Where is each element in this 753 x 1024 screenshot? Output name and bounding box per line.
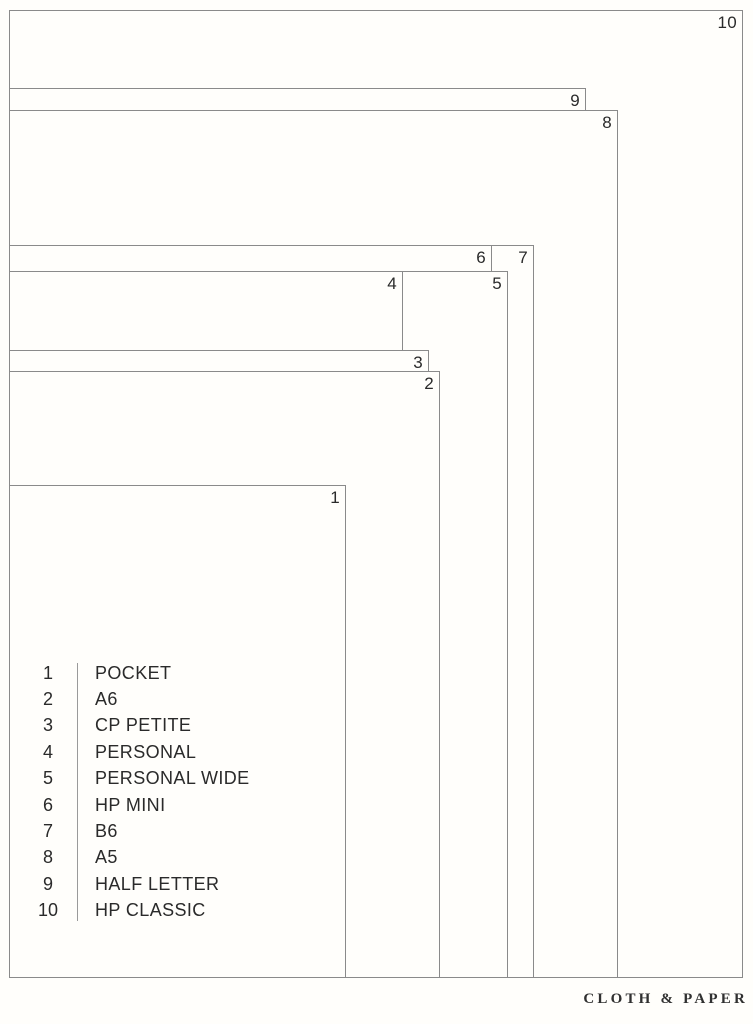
sheet-number-a5: 8 (602, 113, 612, 132)
legend-name: HP MINI (95, 794, 166, 815)
legend-number: 9 (42, 873, 53, 894)
sheet-number-a6: 2 (424, 374, 434, 393)
legend-number: 2 (42, 689, 53, 710)
legend-name: PERSONAL WIDE (95, 768, 250, 789)
legend-name: CP PETITE (95, 715, 192, 736)
sheet-number-personal: 4 (387, 274, 397, 293)
sheet-number-hp-classic: 10 (717, 13, 737, 32)
legend-number: 10 (37, 900, 59, 921)
legend-name: PERSONAL (95, 741, 197, 762)
legend-name: A5 (95, 847, 118, 868)
legend-number: 5 (42, 768, 53, 789)
brand-wordmark: CLOTH & PAPER (583, 991, 748, 1007)
sheet-number-b6: 7 (518, 248, 528, 267)
legend-number: 3 (42, 715, 53, 736)
legend-number: 8 (42, 847, 53, 868)
legend-number: 4 (42, 741, 53, 762)
legend-name: HALF LETTER (95, 873, 220, 894)
legend-number: 1 (42, 662, 53, 683)
sheet-number-personal-wide: 5 (492, 274, 502, 293)
sheet-number-half-letter: 9 (570, 91, 580, 110)
legend-name: A6 (95, 689, 118, 710)
legend-number: 7 (42, 821, 53, 842)
legend-name: HP CLASSIC (95, 900, 206, 921)
sheet-number-hp-mini: 6 (476, 248, 486, 267)
legend-number: 6 (42, 794, 53, 815)
sheet-number-pocket: 1 (330, 488, 340, 507)
legend-name: POCKET (95, 662, 172, 683)
sheet-number-cp-petite: 3 (413, 353, 423, 372)
legend-name: B6 (95, 821, 118, 842)
legend-divider-line (77, 663, 78, 921)
